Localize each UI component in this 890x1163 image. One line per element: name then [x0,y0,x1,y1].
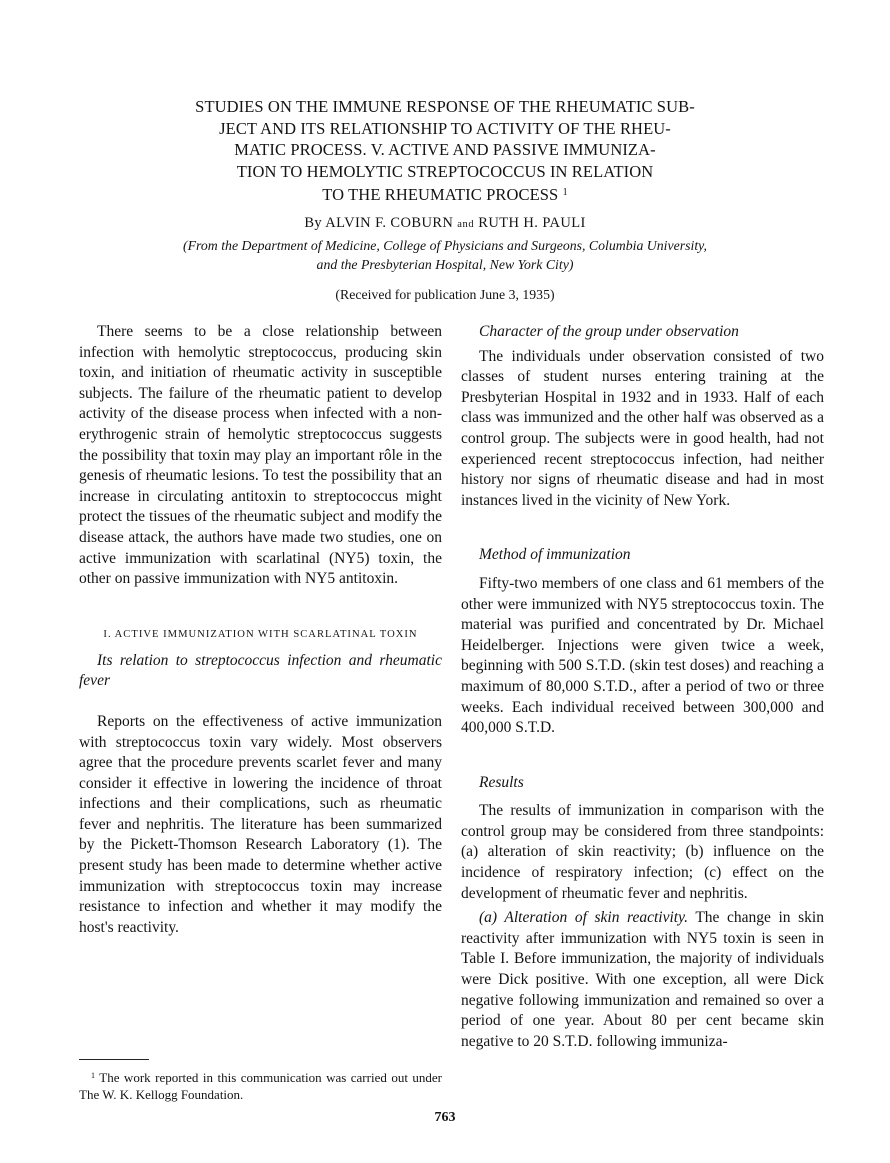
affiliation [120,236,770,274]
subsection-heading: Its relation to streptococcus infection and rheumatic fever [79,651,442,690]
footnote [79,1067,442,1103]
affiliation-line-1: (From the Department of Medicine, College of Physicians and Surgeons, Columbia University, [183,238,707,253]
intro-paragraph: There seems to be a close relationship between infection with hemolytic streptococcus, producing skin toxin, and initiation of rheumatic activity in susceptible subjects. The failure of the rheumatic patient to develop activity of the disease process when infected with a non-erythrogenic strain of hemolytic streptococcus suggests the possibility that toxin may play an important rôle in the genesis of rheumatic lesions. To test the possibility that an increase in circulating antitoxin to streptococcus might protect the tissues of the rheumatic subject and modify the disease attack, the authors have made two studies, one on active immunization with scarlatinal (NY5) toxin, the other on passive immunization with NY5 antitoxin. [79,323,442,588]
body-paragraph-method: Fifty-two members of one class and 61 members of the other were immunized with NY5 streptococcus toxin. The material was purified and concentrated by Dr. Michael Heidelberger. Injections were given twice a week, beginning with 500 S.T.D. (skin test doses) and reaching a maximum of 80,000 S.T.D., after a period of two or three weeks. Each individual received between 300,000 and 400,000 S.T.D. [461,574,824,737]
subsection-heading-method: Method of immunization [479,546,631,564]
body-paragraph-results: The results of immunization in comparison with the control group may be considered from three standpoints: (a) alteration of skin reactivity; (b) influence on the incidence of respiratory infection; (c) effect on the development of rheumatic fever and nephritis. [461,802,824,902]
byline-conjunction: and [457,219,475,230]
footnote-text: The work reported in this communication was carried out under The W. K. Kellogg Foundation. [79,1070,443,1102]
received-date: (Received for publication June 3, 1935) [335,287,555,302]
affiliation-line-2: and the Presbyterian Hospital, New York City) [316,257,574,272]
section-heading: I. ACTIVE IMMUNIZATION WITH SCARLATINAL TOXIN [103,628,418,640]
title-footnote-marker[interactable]: 1 [562,187,568,198]
title-line-2: JECT AND ITS RELATIONSHIP TO ACTIVITY OF THE RHEU- [219,118,671,138]
subsection-heading-results: Results [479,773,524,791]
article-title [120,96,770,206]
title-line-3: MATIC PROCESS. V. ACTIVE AND PASSIVE IMMUNIZA- [234,140,656,159]
left-column [79,322,442,938]
title-line-4: TION TO HEMOLYTIC STREPTOCOCCUS IN RELATION [236,161,654,181]
right-column [461,322,824,1052]
author-byline [0,215,890,232]
title-line-1: STUDIES ON THE IMMUNE RESPONSE OF THE RHEUMATIC SUB- [195,97,695,116]
subsection-heading-group: Character of the group under observation [479,323,739,340]
page-number: 763 [434,1110,456,1125]
byline-prefix: By [304,215,323,231]
title-line-5: TO THE RHEUMATIC PROCESS [322,185,559,204]
footnote-marker: 1 [91,1071,95,1080]
author-1: ALVIN F. COBURN [325,215,454,231]
paragraph-lead-label: (a) Alteration of skin reactivity. [479,909,689,927]
author-2: RUTH H. PAULI [478,215,586,231]
footnote-divider [79,1059,149,1060]
body-paragraph: Reports on the effectiveness of active immunization with streptococcus toxin vary widely. Most observers agree that the procedure prevents scarlet fever and many consider it effective in lowering the incidence of throat infections and their complications, such as rheumatic fever and nephritis. The literature has been summarized by the Pickett-Thomson Research Laboratory (1). The present study has been made to determine whether active immunization with streptococcus toxin may increase resistance to infection and whether it may modify the host's reactivity. [79,712,442,936]
body-paragraph-group: The individuals under observation consisted of two classes of student nurses entering training at the Presbyterian Hospital in 1932 and in 1933. Half of each class was immunized and the other half was observed as a control group. The subjects were in good health, had not experienced recent streptococcus infection, had neither history nor signs of rheumatic disease and had in most instances lived in the vicinity of New York. [461,347,824,509]
body-paragraph-skin [461,908,824,1052]
paragraph-text: The change in skin reactivity after immunization with NY5 toxin is seen in Table I. Before immunization, the majority of individuals were Dick positive. With one exception, all were Dick negative following immunization and remained so over a period of one year. About 80 per cent became skin negative to 20 S.T.D. following immuniza- [461,909,824,1050]
